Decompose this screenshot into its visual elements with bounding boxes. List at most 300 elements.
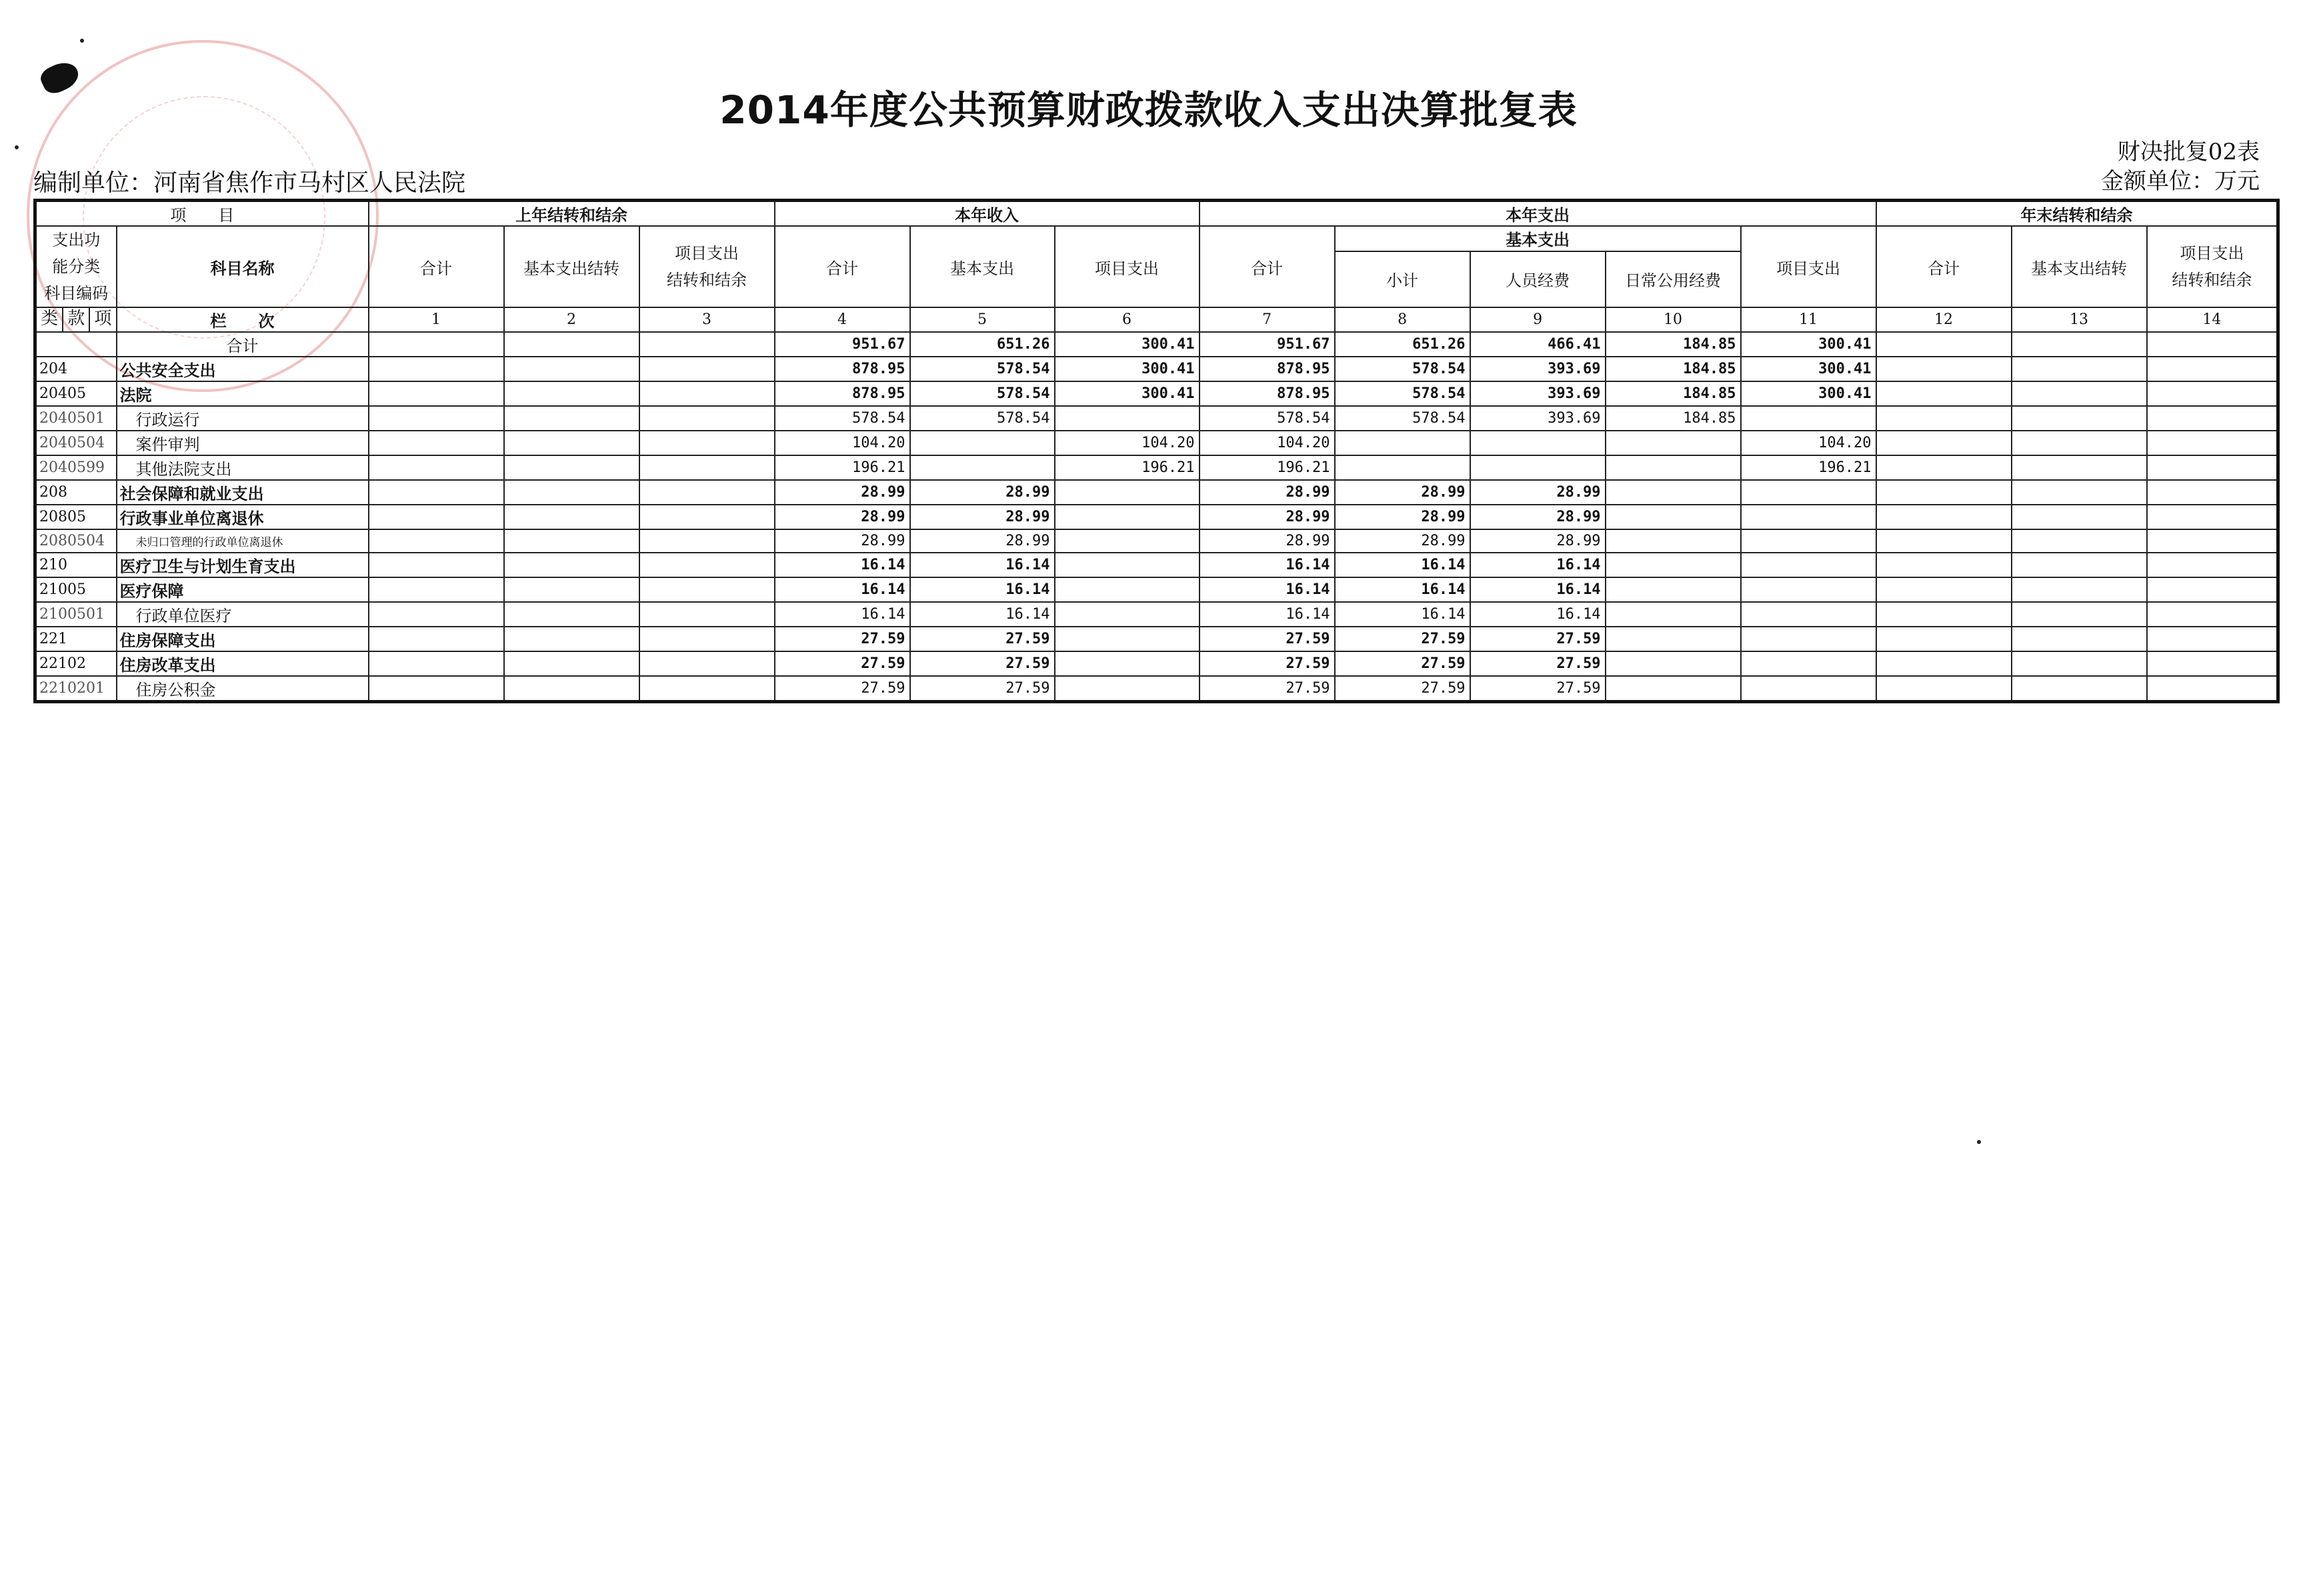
header-end-balance: 年末结转和结余 bbox=[1876, 201, 2278, 227]
row-code: 2100501 bbox=[35, 602, 117, 627]
col-number: 8 bbox=[1335, 307, 1470, 332]
row-value-col-13 bbox=[2012, 381, 2147, 406]
row-value-col-12 bbox=[1876, 357, 2012, 381]
row-value-col-12 bbox=[1876, 627, 2012, 651]
amount-unit-label: 金额单位：万元 bbox=[2101, 168, 2260, 195]
col-number: 14 bbox=[2147, 307, 2278, 332]
row-code: 2210201 bbox=[35, 676, 117, 702]
row-value-col-14 bbox=[2147, 406, 2278, 431]
row-value-col-14 bbox=[2147, 455, 2278, 480]
row-value-col-1 bbox=[369, 529, 504, 553]
row-value-col-5: 27.59 bbox=[910, 676, 1055, 702]
row-value-col-5: 28.99 bbox=[910, 480, 1055, 505]
row-value-col-12 bbox=[1876, 602, 2012, 627]
row-value-col-2 bbox=[504, 455, 639, 480]
row-subject-name: 住房保障支出 bbox=[117, 627, 369, 651]
row-value-col-7: 27.59 bbox=[1200, 627, 1335, 651]
row-value-col-8: 27.59 bbox=[1335, 676, 1470, 702]
row-value-col-9: 16.14 bbox=[1470, 602, 1606, 627]
row-value-col-11: 104.20 bbox=[1741, 431, 1876, 455]
row-value-col-7: 196.21 bbox=[1200, 455, 1335, 480]
row-value-col-3 bbox=[639, 627, 775, 651]
table-row bbox=[35, 505, 2278, 529]
row-value-col-4: 878.95 bbox=[775, 381, 910, 406]
page-title: 2014年度公共预算财政拨款收入支出决算批复表 bbox=[719, 87, 1578, 133]
row-value-col-12 bbox=[1876, 381, 2012, 406]
row-value-col-6: 300.41 bbox=[1055, 357, 1200, 381]
row-value-col-4: 27.59 bbox=[775, 676, 910, 702]
col-number: 6 bbox=[1055, 307, 1200, 332]
header-end-project-carry bbox=[2147, 226, 2278, 307]
row-value-col-4: 104.20 bbox=[775, 431, 910, 455]
header-income-total: 合计 bbox=[775, 226, 910, 307]
row-value-col-7: 28.99 bbox=[1200, 480, 1335, 505]
func-code-line-1: 支出功 bbox=[52, 231, 101, 249]
row-value-col-10 bbox=[1606, 505, 1741, 529]
row-value-col-8: 578.54 bbox=[1335, 406, 1470, 431]
row-value-col-1 bbox=[369, 381, 504, 406]
row-value-col-6: 196.21 bbox=[1055, 455, 1200, 480]
row-value-col-9: 28.99 bbox=[1470, 480, 1606, 505]
row-code: 221 bbox=[35, 627, 117, 651]
row-value-col-8: 16.14 bbox=[1335, 553, 1470, 577]
row-value-col-12 bbox=[1876, 455, 2012, 480]
row-value-col-6 bbox=[1055, 602, 1200, 627]
row-value-col-12 bbox=[1876, 651, 2012, 676]
row-subject-name: 行政事业单位离退休 bbox=[117, 505, 369, 529]
row-value-col-9 bbox=[1470, 431, 1606, 455]
row-value-col-5: 16.14 bbox=[910, 602, 1055, 627]
table-row bbox=[35, 602, 2278, 627]
row-value-col-10 bbox=[1606, 627, 1741, 651]
col-number: 7 bbox=[1200, 307, 1335, 332]
row-value-col-14 bbox=[2147, 431, 2278, 455]
row-value-col-14 bbox=[2147, 505, 2278, 529]
row-value-col-4: 16.14 bbox=[775, 602, 910, 627]
row-code: 2080504 bbox=[35, 529, 117, 553]
row-value-col-2 bbox=[504, 529, 639, 553]
row-value-col-8: 16.14 bbox=[1335, 602, 1470, 627]
row-value-col-10 bbox=[1606, 480, 1741, 505]
row-value-col-3 bbox=[639, 529, 775, 553]
row-value-col-11 bbox=[1741, 480, 1876, 505]
row-value-col-13 bbox=[2012, 577, 2147, 602]
row-value-col-1 bbox=[369, 357, 504, 381]
row-value-col-2 bbox=[504, 381, 639, 406]
row-value-col-13 bbox=[2012, 406, 2147, 431]
end-project-line-1: 项目支出 bbox=[2180, 244, 2244, 263]
table-row bbox=[35, 553, 2278, 577]
table-row bbox=[35, 529, 2278, 553]
row-value-col-5: 28.99 bbox=[910, 529, 1055, 553]
col-number: 12 bbox=[1876, 307, 2012, 332]
row-value-col-11 bbox=[1741, 676, 1876, 702]
header-daily-public: 日常公用经费 bbox=[1606, 251, 1741, 307]
row-value-col-14 bbox=[2147, 651, 2278, 676]
row-value-col-13 bbox=[2012, 332, 2147, 357]
row-value-col-2 bbox=[504, 505, 639, 529]
row-value-col-6 bbox=[1055, 505, 1200, 529]
row-value-col-5: 28.99 bbox=[910, 505, 1055, 529]
row-value-col-6 bbox=[1055, 577, 1200, 602]
row-value-col-9: 393.69 bbox=[1470, 406, 1606, 431]
row-value-col-6: 104.20 bbox=[1055, 431, 1200, 455]
compiling-unit: 编制单位：河南省焦作市马村区人民法院 bbox=[33, 169, 466, 197]
row-value-col-2 bbox=[504, 431, 639, 455]
row-value-col-6 bbox=[1055, 529, 1200, 553]
row-value-col-4: 27.59 bbox=[775, 651, 910, 676]
row-total-label: 合计 bbox=[117, 332, 369, 357]
row-value-col-13 bbox=[2012, 455, 2147, 480]
row-value-col-9: 27.59 bbox=[1470, 676, 1606, 702]
row-value-col-3 bbox=[639, 676, 775, 702]
col-number: 13 bbox=[2012, 307, 2147, 332]
header-income-basic: 基本支出 bbox=[910, 226, 1055, 307]
col-number: 2 bbox=[504, 307, 639, 332]
row-value-col-2 bbox=[504, 357, 639, 381]
row-value-col-14 bbox=[2147, 676, 2278, 702]
row-value-col-13 bbox=[2012, 602, 2147, 627]
row-value-col-11: 300.41 bbox=[1741, 357, 1876, 381]
col-number: 10 bbox=[1606, 307, 1741, 332]
row-subject-name: 行政运行 bbox=[117, 406, 369, 431]
row-subject-name: 医疗卫生与计划生育支出 bbox=[117, 553, 369, 577]
row-value-col-12 bbox=[1876, 505, 2012, 529]
row-code: 208 bbox=[35, 480, 117, 505]
header-function-code bbox=[35, 226, 117, 307]
row-value-col-6 bbox=[1055, 627, 1200, 651]
row-value-col-3 bbox=[639, 455, 775, 480]
row-value-col-3 bbox=[639, 602, 775, 627]
row-value-col-3 bbox=[639, 577, 775, 602]
row-code: 20805 bbox=[35, 505, 117, 529]
table-row bbox=[35, 676, 2278, 702]
row-value-col-6 bbox=[1055, 676, 1200, 702]
row-value-col-6: 300.41 bbox=[1055, 381, 1200, 406]
row-value-col-11: 300.41 bbox=[1741, 332, 1876, 357]
func-code-line-2: 能分类 bbox=[52, 257, 101, 276]
row-subject-name: 社会保障和就业支出 bbox=[117, 480, 369, 505]
header-prev-balance: 上年结转和结余 bbox=[369, 201, 775, 227]
col-number: 11 bbox=[1741, 307, 1876, 332]
ink-speck bbox=[1977, 1140, 1981, 1144]
row-value-col-11: 196.21 bbox=[1741, 455, 1876, 480]
row-subject-name: 法院 bbox=[117, 381, 369, 406]
row-value-col-4: 28.99 bbox=[775, 505, 910, 529]
row-value-col-3 bbox=[639, 357, 775, 381]
row-value-col-6 bbox=[1055, 480, 1200, 505]
row-value-col-1 bbox=[369, 577, 504, 602]
row-value-col-12 bbox=[1876, 480, 2012, 505]
row-value-col-2 bbox=[504, 406, 639, 431]
row-value-col-3 bbox=[639, 505, 775, 529]
header-xiang: 项 bbox=[94, 309, 112, 329]
row-value-col-13 bbox=[2012, 651, 2147, 676]
header-prev-total: 合计 bbox=[369, 226, 504, 307]
row-value-col-8: 28.99 bbox=[1335, 480, 1470, 505]
row-value-col-2 bbox=[504, 577, 639, 602]
row-value-col-11 bbox=[1741, 602, 1876, 627]
row-value-col-8: 27.59 bbox=[1335, 651, 1470, 676]
row-value-col-6 bbox=[1055, 553, 1200, 577]
row-value-col-12 bbox=[1876, 406, 2012, 431]
row-subject-name: 公共安全支出 bbox=[117, 357, 369, 381]
table-row bbox=[35, 406, 2278, 431]
end-project-line-2: 结转和结余 bbox=[2172, 271, 2252, 289]
row-value-col-11 bbox=[1741, 651, 1876, 676]
row-value-col-8: 28.99 bbox=[1335, 505, 1470, 529]
row-value-col-1 bbox=[369, 505, 504, 529]
row-value-col-9: 16.14 bbox=[1470, 553, 1606, 577]
row-value-col-7: 28.99 bbox=[1200, 529, 1335, 553]
col-number: 9 bbox=[1470, 307, 1606, 332]
row-value-col-1 bbox=[369, 455, 504, 480]
header-current-income: 本年收入 bbox=[775, 201, 1200, 227]
row-value-col-10 bbox=[1606, 651, 1741, 676]
row-value-col-5: 578.54 bbox=[910, 381, 1055, 406]
row-value-col-4: 878.95 bbox=[775, 357, 910, 381]
row-value-col-5: 16.14 bbox=[910, 577, 1055, 602]
row-value-col-2 bbox=[504, 676, 639, 702]
row-value-col-11 bbox=[1741, 577, 1876, 602]
row-subject-name: 医疗保障 bbox=[117, 577, 369, 602]
row-code: 2040501 bbox=[35, 406, 117, 431]
row-value-col-8 bbox=[1335, 431, 1470, 455]
row-value-col-14 bbox=[2147, 529, 2278, 553]
func-code-line-3: 科目编码 bbox=[44, 284, 109, 303]
row-value-col-12 bbox=[1876, 529, 2012, 553]
row-value-col-5: 27.59 bbox=[910, 627, 1055, 651]
row-value-col-2 bbox=[504, 651, 639, 676]
row-value-col-3 bbox=[639, 651, 775, 676]
budget-table bbox=[33, 199, 2280, 703]
row-value-col-10 bbox=[1606, 553, 1741, 577]
row-value-col-5: 578.54 bbox=[910, 406, 1055, 431]
header-item: 项 目 bbox=[35, 201, 369, 227]
row-value-col-14 bbox=[2147, 553, 2278, 577]
row-value-col-7: 28.99 bbox=[1200, 505, 1335, 529]
row-value-col-5: 16.14 bbox=[910, 553, 1055, 577]
row-value-col-9: 393.69 bbox=[1470, 381, 1606, 406]
row-value-col-8: 578.54 bbox=[1335, 357, 1470, 381]
row-value-col-10: 184.85 bbox=[1606, 381, 1741, 406]
row-subject-name: 住房改革支出 bbox=[117, 651, 369, 676]
col-number: 1 bbox=[369, 307, 504, 332]
row-value-col-3 bbox=[639, 553, 775, 577]
row-value-col-1 bbox=[369, 553, 504, 577]
row-value-col-3 bbox=[639, 381, 775, 406]
row-value-col-12 bbox=[1876, 431, 2012, 455]
row-code: 20405 bbox=[35, 381, 117, 406]
header-basic-expense: 基本支出 bbox=[1335, 226, 1741, 251]
row-value-col-8: 16.14 bbox=[1335, 577, 1470, 602]
row-value-col-7: 16.14 bbox=[1200, 602, 1335, 627]
row-value-col-2 bbox=[504, 553, 639, 577]
header-end-basic-carry: 基本支出结转 bbox=[2012, 226, 2147, 307]
header-subject-name: 科目名称 bbox=[117, 226, 369, 307]
row-value-col-12 bbox=[1876, 676, 2012, 702]
row-value-col-10: 184.85 bbox=[1606, 357, 1741, 381]
row-value-col-13 bbox=[2012, 357, 2147, 381]
row-value-col-2 bbox=[504, 480, 639, 505]
table-body bbox=[35, 332, 2278, 702]
row-value-col-14 bbox=[2147, 381, 2278, 406]
row-value-col-1 bbox=[369, 406, 504, 431]
row-value-col-14 bbox=[2147, 577, 2278, 602]
col-number: 3 bbox=[639, 307, 775, 332]
row-subject-name: 住房公积金 bbox=[117, 676, 369, 702]
row-value-col-12 bbox=[1876, 577, 2012, 602]
row-value-col-1 bbox=[369, 651, 504, 676]
row-value-col-14 bbox=[2147, 332, 2278, 357]
row-value-col-7: 16.14 bbox=[1200, 553, 1335, 577]
row-value-col-9: 466.41 bbox=[1470, 332, 1606, 357]
table-row bbox=[35, 577, 2278, 602]
row-value-col-7: 578.54 bbox=[1200, 406, 1335, 431]
row-code: 21005 bbox=[35, 577, 117, 602]
row-value-col-10 bbox=[1606, 602, 1741, 627]
row-value-col-6 bbox=[1055, 651, 1200, 676]
col-number: 4 bbox=[775, 307, 910, 332]
budget-table-container bbox=[33, 199, 2260, 703]
row-value-col-8: 578.54 bbox=[1335, 381, 1470, 406]
row-value-col-10: 184.85 bbox=[1606, 332, 1741, 357]
table-row bbox=[35, 480, 2278, 505]
row-value-col-14 bbox=[2147, 627, 2278, 651]
row-value-col-9: 16.14 bbox=[1470, 577, 1606, 602]
row-value-col-13 bbox=[2012, 676, 2147, 702]
row-value-col-11 bbox=[1741, 553, 1876, 577]
header-personnel: 人员经费 bbox=[1470, 251, 1606, 307]
row-value-col-4: 951.67 bbox=[775, 332, 910, 357]
row-value-col-13 bbox=[2012, 627, 2147, 651]
row-value-col-9: 393.69 bbox=[1470, 357, 1606, 381]
row-value-col-8 bbox=[1335, 455, 1470, 480]
header-expense-total: 合计 bbox=[1200, 226, 1335, 307]
row-value-col-4: 28.99 bbox=[775, 480, 910, 505]
row-value-col-14 bbox=[2147, 357, 2278, 381]
row-value-col-1 bbox=[369, 332, 504, 357]
row-value-col-14 bbox=[2147, 480, 2278, 505]
header-subtotal: 小计 bbox=[1335, 251, 1470, 307]
row-value-col-8: 27.59 bbox=[1335, 627, 1470, 651]
row-value-col-2 bbox=[504, 602, 639, 627]
row-subject-name: 案件审判 bbox=[117, 431, 369, 455]
row-value-col-4: 27.59 bbox=[775, 627, 910, 651]
header-income-project: 项目支出 bbox=[1055, 226, 1200, 307]
row-value-col-8: 28.99 bbox=[1335, 529, 1470, 553]
table-row bbox=[35, 357, 2278, 381]
row-value-col-13 bbox=[2012, 529, 2147, 553]
col-number: 5 bbox=[910, 307, 1055, 332]
row-code: 204 bbox=[35, 357, 117, 381]
header-current-expense: 本年支出 bbox=[1200, 201, 1876, 227]
row-value-col-3 bbox=[639, 480, 775, 505]
header-lei-kuan-xiang bbox=[35, 307, 117, 332]
row-value-col-4: 28.99 bbox=[775, 529, 910, 553]
row-value-col-11 bbox=[1741, 505, 1876, 529]
row-value-col-6 bbox=[1055, 406, 1200, 431]
row-value-col-12 bbox=[1876, 553, 2012, 577]
row-value-col-7: 16.14 bbox=[1200, 577, 1335, 602]
row-value-col-10 bbox=[1606, 455, 1741, 480]
form-code: 财决批复02表 bbox=[2117, 139, 2260, 165]
row-value-col-3 bbox=[639, 332, 775, 357]
row-subject-name: 行政单位医疗 bbox=[117, 602, 369, 627]
row-value-col-3 bbox=[639, 431, 775, 455]
header-lan-ci: 栏 次 bbox=[117, 307, 369, 332]
row-subject-name: 其他法院支出 bbox=[117, 455, 369, 480]
row-value-col-10 bbox=[1606, 577, 1741, 602]
table-row bbox=[35, 431, 2278, 455]
row-value-col-7: 878.95 bbox=[1200, 381, 1335, 406]
row-subject-name: 未归口管理的行政单位离退休 bbox=[117, 529, 369, 553]
row-value-col-9: 27.59 bbox=[1470, 627, 1606, 651]
row-value-col-2 bbox=[504, 332, 639, 357]
row-value-col-4: 196.21 bbox=[775, 455, 910, 480]
header-kuan: 款 bbox=[63, 308, 90, 331]
header-lei: 类 bbox=[37, 308, 63, 331]
row-value-col-11: 300.41 bbox=[1741, 381, 1876, 406]
row-value-col-5: 578.54 bbox=[910, 357, 1055, 381]
row-value-col-14 bbox=[2147, 602, 2278, 627]
header-prev-project-carry bbox=[639, 226, 775, 307]
row-value-col-9: 27.59 bbox=[1470, 651, 1606, 676]
row-value-col-9: 28.99 bbox=[1470, 505, 1606, 529]
table-row bbox=[35, 332, 2278, 357]
row-value-col-10 bbox=[1606, 529, 1741, 553]
row-value-col-10 bbox=[1606, 431, 1741, 455]
ink-speck bbox=[15, 145, 19, 149]
row-code: 210 bbox=[35, 553, 117, 577]
row-value-col-11 bbox=[1741, 529, 1876, 553]
table-row bbox=[35, 651, 2278, 676]
row-value-col-5: 27.59 bbox=[910, 651, 1055, 676]
row-code: 2040599 bbox=[35, 455, 117, 480]
header-expense-project: 项目支出 bbox=[1741, 226, 1876, 307]
row-value-col-11 bbox=[1741, 406, 1876, 431]
row-value-col-13 bbox=[2012, 553, 2147, 577]
header-prev-basic-carry: 基本支出结转 bbox=[504, 226, 639, 307]
row-value-col-5: 651.26 bbox=[910, 332, 1055, 357]
table-row bbox=[35, 381, 2278, 406]
row-value-col-3 bbox=[639, 406, 775, 431]
row-value-col-1 bbox=[369, 627, 504, 651]
row-value-col-1 bbox=[369, 480, 504, 505]
row-value-col-13 bbox=[2012, 505, 2147, 529]
row-value-col-1 bbox=[369, 431, 504, 455]
header-end-total: 合计 bbox=[1876, 226, 2012, 307]
row-value-col-4: 16.14 bbox=[775, 553, 910, 577]
row-value-col-9 bbox=[1470, 455, 1606, 480]
row-value-col-11 bbox=[1741, 627, 1876, 651]
row-value-col-9: 28.99 bbox=[1470, 529, 1606, 553]
row-value-col-10: 184.85 bbox=[1606, 406, 1741, 431]
row-value-col-10 bbox=[1606, 676, 1741, 702]
row-value-col-8: 651.26 bbox=[1335, 332, 1470, 357]
row-code bbox=[35, 332, 117, 357]
row-code: 2040504 bbox=[35, 431, 117, 455]
table-row bbox=[35, 627, 2278, 651]
row-value-col-4: 578.54 bbox=[775, 406, 910, 431]
row-value-col-1 bbox=[369, 676, 504, 702]
row-value-col-7: 104.20 bbox=[1200, 431, 1335, 455]
row-value-col-5 bbox=[910, 431, 1055, 455]
row-value-col-7: 878.95 bbox=[1200, 357, 1335, 381]
table-row bbox=[35, 455, 2278, 480]
project-carry-line-2: 结转和结余 bbox=[667, 271, 747, 289]
row-value-col-1 bbox=[369, 602, 504, 627]
